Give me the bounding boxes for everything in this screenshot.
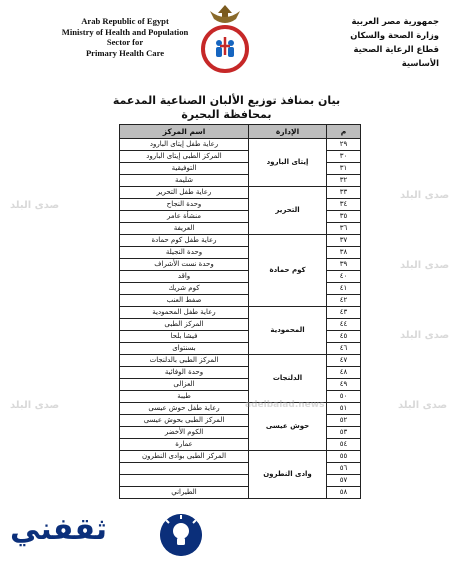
watermark: صدى البلد xyxy=(400,260,450,271)
watermark: صدى البلد xyxy=(400,190,450,201)
center-name-cell: وحدة النجيلة xyxy=(120,247,249,259)
row-number-cell: ٥٥ xyxy=(327,451,361,463)
ministry-arabic-header xyxy=(319,14,439,70)
row-number-cell: ٥٦ xyxy=(327,463,361,475)
table-row xyxy=(120,187,361,199)
center-name-cell: المركز الطبى بالدلنجات xyxy=(120,355,249,367)
center-name-cell: رعاية طفل المحمودية xyxy=(120,307,249,319)
row-number-cell: ٣١ xyxy=(327,163,361,175)
row-number-cell: ٣٧ xyxy=(327,235,361,247)
table-row xyxy=(120,307,361,319)
row-number-cell: ٣٥ xyxy=(327,211,361,223)
center-name-cell xyxy=(120,463,249,475)
center-name-cell: بسنتواى xyxy=(120,343,249,355)
distribution-points-table xyxy=(119,124,361,499)
center-name-cell: كوم شريك xyxy=(120,283,249,295)
row-number-cell: ٢٩ xyxy=(327,139,361,151)
center-name-cell: طيبة xyxy=(120,391,249,403)
center-name-cell: فيشا بلحا xyxy=(120,331,249,343)
center-name-cell: العزالى xyxy=(120,379,249,391)
administration-cell: المحمودية xyxy=(249,307,327,355)
arabic-line: جمهورية مصر العربية xyxy=(351,16,439,26)
table-row xyxy=(120,139,361,151)
row-number-cell: ٣٣ xyxy=(327,187,361,199)
row-number-cell: ٥٢ xyxy=(327,415,361,427)
row-number-cell: ٥١ xyxy=(327,403,361,415)
document-subtitle: بمحافظة البحيرة xyxy=(181,108,272,121)
center-name-cell: التوفيقية xyxy=(120,163,249,175)
center-name-cell: المركز الطبى بحوش عيسى xyxy=(120,415,249,427)
english-line: Ministry of Health and Population xyxy=(61,26,189,37)
row-number-cell: ٤٢ xyxy=(327,295,361,307)
row-number-cell: ٥٣ xyxy=(327,427,361,439)
administration-cell: إيتاى البارود xyxy=(249,139,327,187)
center-name-cell: رعاية طفل حوش عيسى xyxy=(120,403,249,415)
center-name-cell: المركز الطبى بوادى النطرون xyxy=(120,451,249,463)
center-name-cell: واقد xyxy=(120,271,249,283)
row-number-cell: ٣٤ xyxy=(327,199,361,211)
table-row xyxy=(120,235,361,247)
center-name-cell: منشأة عامر xyxy=(120,211,249,223)
watermark: صدى البلد xyxy=(398,400,448,411)
header-number: م xyxy=(327,125,361,139)
row-number-cell: ٤٠ xyxy=(327,271,361,283)
row-number-cell: ٤٧ xyxy=(327,355,361,367)
arabic-line: قطاع الرعاية الصحية الأساسية xyxy=(353,44,439,68)
row-number-cell: ٣٦ xyxy=(327,223,361,235)
row-number-cell: ٤٤ xyxy=(327,319,361,331)
row-number-cell: ٤٦ xyxy=(327,343,361,355)
administration-cell: وادى النطرون xyxy=(249,451,327,499)
center-name-cell: وحدة نست الأشراف xyxy=(120,259,249,271)
row-number-cell: ٥٤ xyxy=(327,439,361,451)
row-number-cell: ٣٨ xyxy=(327,247,361,259)
english-line: Sector for xyxy=(106,37,144,47)
table-row xyxy=(120,451,361,463)
center-name-cell xyxy=(120,475,249,487)
center-name-cell: عمارة xyxy=(120,439,249,451)
center-name-cell: وحدة الوفائية xyxy=(120,367,249,379)
brand-logo-text: ثقفني xyxy=(10,512,108,547)
row-number-cell: ٥٠ xyxy=(327,391,361,403)
center-name-cell: رعاية طفل كوم حمادة xyxy=(120,235,249,247)
header-administration: الإدارة xyxy=(249,125,327,139)
row-number-cell: ٥٧ xyxy=(327,475,361,487)
administration-cell: كوم حمادة xyxy=(249,235,327,307)
table-row xyxy=(120,355,361,367)
english-line: Arab Republic of Egypt xyxy=(81,16,169,26)
center-name-cell: العريفة xyxy=(120,223,249,235)
header-center-name: اسم المركز xyxy=(120,125,249,139)
administration-cell: الدلنجات xyxy=(249,355,327,403)
lightbulb-icon xyxy=(160,514,202,556)
center-name-cell: الطيراني xyxy=(120,487,249,499)
row-number-cell: ٣٩ xyxy=(327,259,361,271)
row-number-cell: ٤٥ xyxy=(327,331,361,343)
center-name-cell: المركز الطبى إيتاى البارود xyxy=(120,151,249,163)
row-number-cell: ٤٩ xyxy=(327,379,361,391)
table-row xyxy=(120,403,361,415)
english-line: Primary Health Care xyxy=(85,47,165,58)
row-number-cell: ٤٨ xyxy=(327,367,361,379)
table-body xyxy=(120,139,361,499)
row-number-cell: ٣٠ xyxy=(327,151,361,163)
administration-cell: حوش عيسى xyxy=(249,403,327,451)
watermark-url: adelbalad.news xyxy=(245,400,325,410)
watermark: صدى البلد xyxy=(400,330,450,341)
center-name-cell: رعاية طفل إيتاى البارود xyxy=(120,139,249,151)
watermark: صدى البلد xyxy=(10,200,60,211)
watermark: صدى البلد xyxy=(10,400,60,411)
ministry-logo xyxy=(192,3,258,77)
table-header-row xyxy=(120,125,361,139)
center-name-cell: شليمة xyxy=(120,175,249,187)
row-number-cell: ٥٨ xyxy=(327,487,361,499)
center-name-cell: رعاية طفل التحرير xyxy=(120,187,249,199)
document-title: بيان بمنافذ توزيع الألبان الصناعية المدعمة xyxy=(112,94,341,107)
row-number-cell: ٣٢ xyxy=(327,175,361,187)
administration-cell: التحرير xyxy=(249,187,327,235)
row-number-cell: ٤٣ xyxy=(327,307,361,319)
center-name-cell: الكوم الأخضر xyxy=(120,427,249,439)
center-name-cell: صفط العنب xyxy=(120,295,249,307)
row-number-cell: ٤١ xyxy=(327,283,361,295)
center-name-cell: وحدة النجاح xyxy=(120,199,249,211)
center-name-cell: المركز الطبى xyxy=(120,319,249,331)
arabic-line: وزارة الصحة والسكان xyxy=(350,30,439,40)
